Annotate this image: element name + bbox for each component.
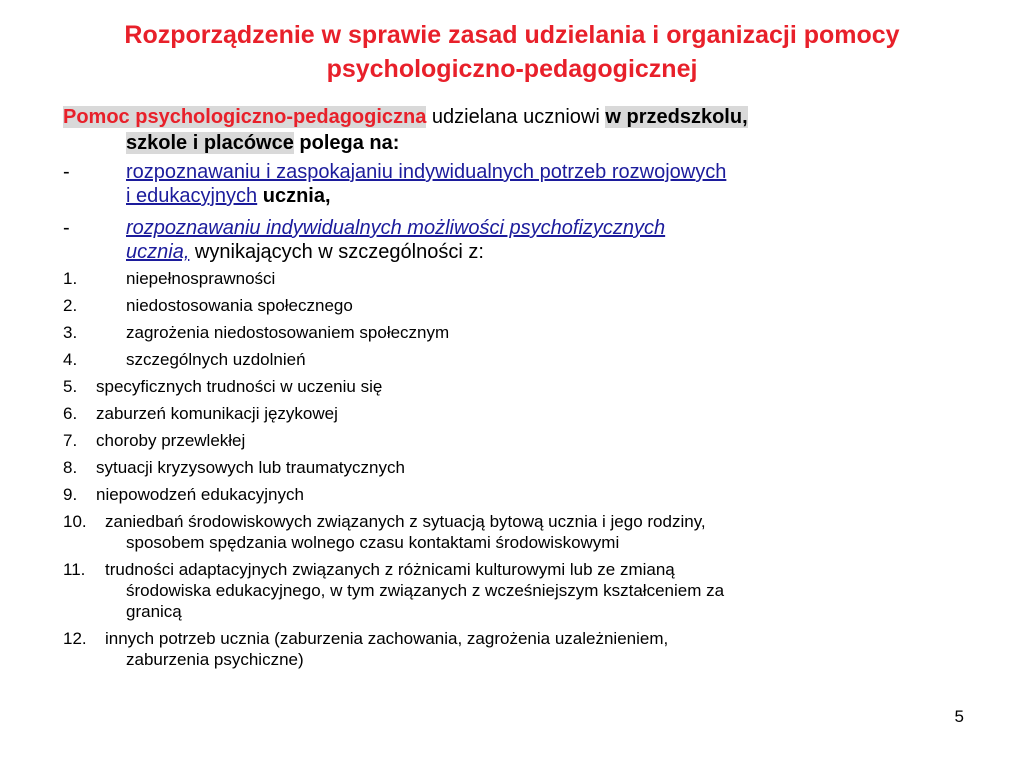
bullet-dash: -	[63, 161, 70, 183]
list-item-text: specyficznych trudności w uczeniu się	[96, 377, 383, 396]
list-item-number: 6.	[63, 404, 78, 423]
bullet-link-line2[interactable]: ucznia,	[126, 241, 190, 263]
bullet-item-2	[63, 216, 968, 264]
list-item	[63, 376, 963, 397]
list-item-text: zaniedbań środowiskowych związanych z sytuacją bytową ucznia i jego rodziny,	[105, 512, 706, 531]
intro-paragraph	[63, 104, 963, 156]
intro-bold-phrase-2: szkole i placówce	[126, 132, 294, 154]
list-item-number: 12.	[63, 629, 87, 648]
intro-mid-text: udzielana uczniowi	[426, 106, 606, 128]
list-item	[63, 322, 963, 343]
bullet-dash: -	[63, 217, 70, 239]
page-number: 5	[954, 707, 964, 726]
list-item-text: niepowodzeń edukacyjnych	[96, 485, 304, 504]
list-item-number: 9.	[63, 485, 78, 504]
list-item	[63, 484, 963, 505]
list-item-text: niedostosowania społecznego	[126, 296, 353, 315]
intro-tail: polega na:	[293, 132, 400, 154]
list-item-number: 3.	[63, 323, 78, 342]
slide-title	[40, 18, 984, 86]
list-item	[63, 628, 963, 670]
list-item-number: 7.	[63, 431, 78, 450]
list-item-number: 2.	[63, 296, 78, 315]
list-item-text: szczególnych uzdolnień	[126, 350, 306, 369]
bullet-tail: ucznia,	[257, 185, 331, 207]
intro-bold-phrase-1: w przedszkolu,	[605, 106, 748, 128]
slide-title-line2: psychologiczno-pedagogicznej	[326, 55, 698, 83]
list-item-number: 8.	[63, 458, 78, 477]
slide-title-line1: Rozporządzenie w sprawie zasad udzielania i organizacji pomocy	[124, 21, 900, 49]
list-item	[63, 268, 963, 289]
bullet-link-line1[interactable]: rozpoznawaniu i zaspokajaniu indywidualnych potrzeb rozwojowych	[126, 161, 727, 183]
list-item-continuation-2: granicą	[126, 602, 182, 621]
list-item	[63, 403, 963, 424]
list-item	[63, 430, 963, 451]
list-item-text: innych potrzeb ucznia (zaburzenia zachowania, zagrożenia uzależnieniem,	[105, 629, 669, 648]
bullet-text	[63, 160, 968, 208]
list-item-number: 11.	[63, 560, 86, 579]
list-item	[63, 457, 963, 478]
list-item-number: 4.	[63, 350, 78, 369]
list-item-number: 1.	[63, 269, 78, 288]
list-item-continuation: zaburzenia psychiczne)	[126, 650, 304, 669]
list-item	[63, 511, 963, 553]
bullet-link-line2[interactable]: i edukacyjnych	[126, 185, 258, 207]
bullet-text	[63, 216, 968, 264]
list-item	[63, 295, 963, 316]
list-item-number: 5.	[63, 377, 78, 396]
list-item-number: 10.	[63, 512, 87, 531]
bullet-tail: wynikających w szczególności z:	[189, 241, 484, 263]
list-item-continuation: sposobem spędzania wolnego czasu kontaktami środowiskowymi	[126, 533, 620, 552]
list-item-text: zaburzeń komunikacji językowej	[96, 404, 338, 423]
intro-second-line	[63, 130, 963, 156]
list-item-text: choroby przewlekłej	[96, 431, 246, 450]
bullet-link-line1[interactable]: rozpoznawaniu indywidualnych możliwości psychofizycznych	[126, 217, 666, 239]
intro-red-phrase: Pomoc psychologiczno-pedagogiczna	[63, 106, 427, 128]
list-item	[63, 349, 963, 370]
list-item-text: sytuacji kryzysowych lub traumatycznych	[96, 458, 405, 477]
list-item-continuation: środowiska edukacyjnego, w tym związanych z wcześniejszym kształceniem za	[126, 581, 725, 600]
list-item-text: trudności adaptacyjnych związanych z różnicami kulturowymi lub ze zmianą	[105, 560, 675, 579]
list-item-text: niepełnosprawności	[126, 269, 276, 288]
bullet-item-1	[63, 160, 968, 208]
list-item-text: zagrożenia niedostosowaniem społecznym	[126, 323, 450, 342]
numbered-list	[63, 268, 963, 676]
list-item	[63, 559, 963, 622]
